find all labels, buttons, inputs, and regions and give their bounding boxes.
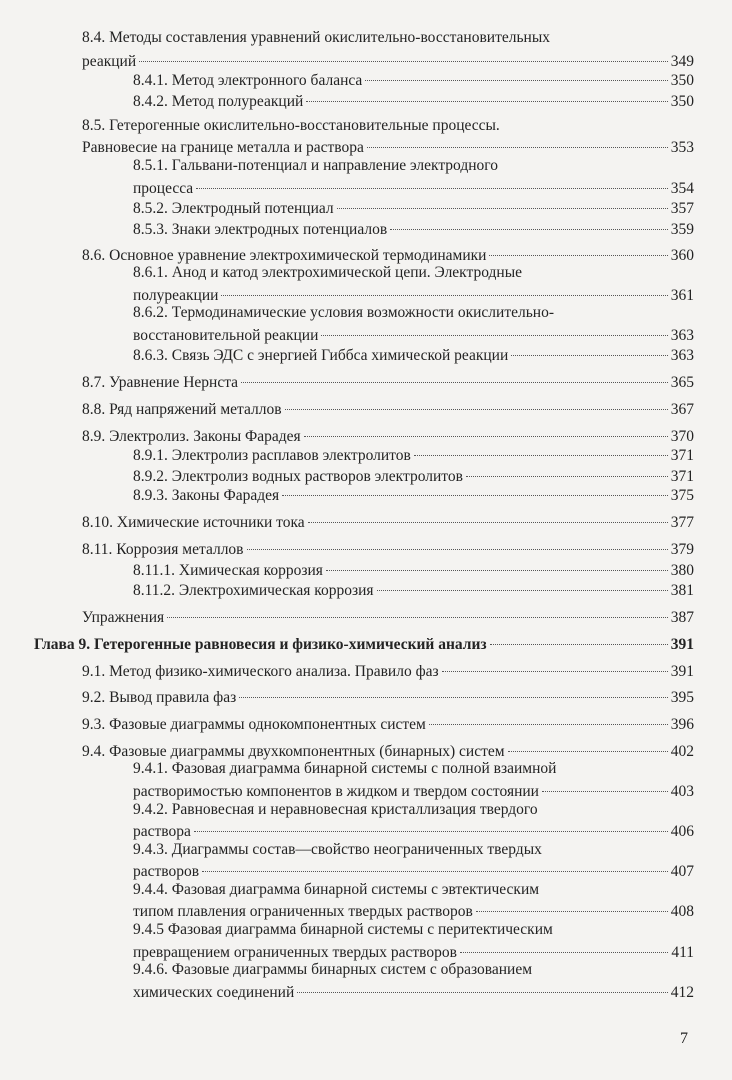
toc-entry-title: 8.5.2. Электродный потенциал: [133, 200, 334, 217]
toc-entry-page: 370: [670, 428, 694, 445]
toc-entry-page: 412: [670, 984, 694, 1001]
toc-entry-page: 406: [670, 823, 694, 840]
toc-entry-title: 9.4.2. Равновесная и неравновесная кристаллизация твердого: [133, 801, 538, 818]
dot-leader: [414, 437, 668, 456]
toc-entry-title: 8.11. Коррозия металлов: [82, 541, 244, 558]
toc-entry-title: 8.10. Химические источники тока: [82, 514, 305, 531]
toc-entry-page: 402: [670, 743, 694, 760]
toc-entry-page: 371: [670, 447, 694, 464]
dot-leader: [460, 934, 668, 953]
toc-entry-title: полуреакции: [133, 287, 219, 304]
toc-entry-page: 407: [670, 863, 694, 880]
dot-leader: [202, 853, 668, 872]
toc-entry-page: 360: [670, 247, 694, 264]
toc-entry-title: 9.3. Фазовые диаграммы однокомпонентных систем: [82, 716, 426, 733]
toc-entry-page: 379: [670, 541, 694, 558]
toc-entry-page: 403: [670, 783, 694, 800]
page-number: 7: [680, 1030, 688, 1047]
toc-entry-title: раствора: [133, 823, 191, 840]
dot-leader: [297, 974, 667, 993]
dot-leader: [542, 773, 668, 792]
dot-leader: [490, 626, 668, 645]
dot-leader: [194, 813, 668, 832]
toc-entry-page: 349: [670, 53, 694, 70]
toc-entry-page: 350: [670, 72, 694, 89]
dot-leader: [167, 599, 668, 618]
toc-entry-page: 350: [670, 93, 694, 110]
dot-leader: [508, 733, 668, 752]
dot-leader: [241, 364, 668, 383]
dot-leader: [282, 477, 668, 496]
toc-entry-title: 9.4. Фазовые диаграммы двухкомпонентных (бинарных) систем: [82, 743, 505, 760]
toc-entry-page: 357: [670, 200, 694, 217]
dot-leader: [321, 317, 667, 336]
toc-entry-title: 8.11.2. Электрохимическая коррозия: [133, 582, 374, 599]
toc-entry-title: 8.6. Основное уравнение электрохимической термодинамики: [82, 247, 487, 264]
toc-entry-title: 8.9.2. Электролиз водных растворов электролитов: [133, 468, 463, 485]
toc-entry-title: растворов: [133, 863, 200, 880]
toc-entry-page: 391: [670, 663, 694, 680]
dot-leader: [489, 237, 667, 256]
toc-entry-title: 8.4. Методы составления уравнений окислительно-восстановительных: [82, 29, 550, 46]
toc-entry-title: Упражнения: [82, 609, 165, 626]
dot-leader: [221, 277, 667, 296]
toc-entry-title: 8.4.2. Метод полуреакций: [133, 93, 304, 110]
dot-leader: [139, 43, 668, 62]
dot-leader: [377, 572, 668, 591]
toc-entry-page: 396: [670, 716, 694, 733]
toc-entry-title: 8.9.1. Электролиз расплавов электролитов: [133, 447, 411, 464]
toc-entry-title: 8.8. Ряд напряжений металлов: [82, 401, 282, 418]
toc-entry-title: 9.2. Вывод правила фаз: [82, 689, 237, 706]
toc-entry-title: 8.6.1. Анод и катод электрохимической цепи. Электродные: [133, 264, 522, 281]
dot-leader: [326, 552, 668, 571]
toc-entry-title: 8.9.3. Законы Фарадея: [133, 487, 280, 504]
toc-entry-title: 8.6.2. Термодинамические условия возможности окислительно-: [133, 304, 554, 321]
toc-entry-title: 8.5. Гетерогенные окислительно-восстановительные процессы.: [82, 117, 500, 134]
dot-leader: [511, 337, 667, 356]
toc-entry-title: 8.9. Электролиз. Законы Фарадея: [82, 428, 301, 445]
toc-entry-title: 9.4.1. Фазовая диаграмма бинарной системы с полной взаимной: [133, 760, 557, 777]
toc-entry-title: восстановительной реакции: [133, 327, 319, 344]
toc-entry-title: превращением ограниченных твердых растворов: [133, 944, 457, 961]
dot-leader: [390, 211, 668, 230]
dot-leader: [285, 391, 668, 410]
toc-entry-title: растворимостью компонентов в жидком и твердом состоянии: [133, 783, 539, 800]
toc-entry-page: 408: [670, 903, 694, 920]
toc-entry-page: 363: [670, 327, 694, 344]
toc-entry-page: 411: [671, 944, 694, 961]
toc-entry-title: химических соединений: [133, 984, 295, 1001]
toc-entry-page: 375: [670, 487, 694, 504]
dot-leader: [365, 62, 667, 81]
toc-entry-title: 8.4.1. Метод электронного баланса: [133, 72, 363, 89]
dot-leader: [466, 458, 668, 477]
toc-entry-title: 9.4.5 Фазовая диаграмма бинарной системы с перитектическим: [133, 921, 553, 938]
toc-entry-title: 9.1. Метод физико-химического анализа. Правило фаз: [82, 663, 439, 680]
dot-leader: [239, 679, 668, 698]
chapter-title: Глава 9. Гетерогенные равновесия и физико-химический анализ: [34, 636, 487, 653]
dot-leader: [304, 418, 668, 437]
toc-entry-page: 367: [670, 401, 694, 418]
toc-entry-title: 9.4.3. Диаграммы состав—свойство неограниченных твердых: [133, 841, 542, 858]
toc-entry-title: процесса: [133, 180, 194, 197]
toc-entry-page: 391: [670, 636, 694, 653]
toc-entry-page: 354: [670, 180, 694, 197]
toc-entry-title: 8.7. Уравнение Нернста: [82, 374, 239, 391]
toc-entry-title: 8.6.3. Связь ЭДС с энергией Гиббса химической реакции: [133, 347, 509, 364]
dot-leader: [196, 170, 668, 189]
toc-entry-title: реакций: [82, 53, 137, 70]
toc-entry-page: 387: [670, 609, 694, 626]
toc-entry-page: 381: [670, 582, 694, 599]
dot-leader: [306, 83, 667, 102]
dot-leader: [337, 190, 668, 209]
toc-entry-page: 395: [670, 689, 694, 706]
toc-entry-title: 9.4.6. Фазовые диаграммы бинарных систем с образованием: [133, 961, 533, 978]
toc-entry-title: 8.5.1. Гальвани-потенциал и направление электродного: [133, 157, 499, 174]
dot-leader: [442, 653, 668, 672]
toc-entry-page: 359: [670, 221, 694, 238]
toc-entry-title: Равновесие на границе металла и раствора: [82, 139, 364, 156]
dot-leader: [308, 504, 668, 523]
toc-entry-page: 365: [670, 374, 694, 391]
toc-entry-page: 361: [670, 287, 694, 304]
toc-entry-page: 353: [670, 139, 694, 156]
toc-entry-page: 380: [670, 562, 694, 579]
toc-entry-page: 363: [670, 347, 694, 364]
toc-entry-title: типом плавления ограниченных твердых растворов: [133, 903, 473, 920]
dot-leader: [247, 531, 668, 550]
toc-entry-page: 371: [670, 468, 694, 485]
toc-entry-page: 377: [670, 514, 694, 531]
toc-entry-title: 8.11.1. Химическая коррозия: [133, 562, 323, 579]
dot-leader: [476, 893, 668, 912]
dot-leader: [429, 706, 668, 725]
dot-leader: [367, 129, 668, 148]
toc-entry-title: 8.5.3. Знаки электродных потенциалов: [133, 221, 388, 238]
toc-entry-title: 9.4.4. Фазовая диаграмма бинарной системы с эвтектическим: [133, 881, 540, 898]
